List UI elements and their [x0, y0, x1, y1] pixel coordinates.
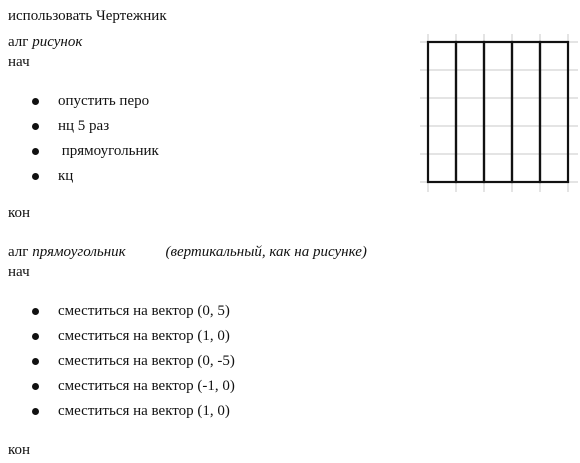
sub-alg-comment: (вертикальный, как на рисунке) — [165, 244, 367, 260]
main-alg-begin: нач — [8, 54, 30, 70]
sub-alg-steps — [30, 302, 235, 427]
main-alg-end: кон — [8, 205, 31, 221]
list-item: опустить перо — [30, 92, 159, 117]
sub-alg-end: кон — [8, 442, 31, 458]
rectangles — [428, 42, 568, 182]
drawing-figure — [412, 30, 580, 195]
rectangle-3 — [484, 42, 512, 182]
alg-keyword: алг — [8, 34, 29, 50]
main-alg-steps — [30, 92, 159, 192]
list-item: нц 5 раз — [30, 117, 159, 142]
list-item: кц — [30, 167, 159, 192]
sub-alg-begin: нач — [8, 264, 30, 280]
sub-alg-name: прямоугольник — [32, 244, 126, 260]
main-alg-header — [8, 33, 82, 51]
list-item: прямоугольник — [30, 142, 159, 167]
alg-keyword: алг — [8, 244, 29, 260]
list-item: сместиться на вектор (-1, 0) — [30, 377, 235, 402]
list-item: сместиться на вектор (1, 0) — [30, 402, 235, 427]
use-statement: использовать Чертежник — [8, 8, 167, 24]
list-item: сместиться на вектор (0, 5) — [30, 302, 235, 327]
list-item: сместиться на вектор (0, -5) — [30, 352, 235, 377]
list-item: сместиться на вектор (1, 0) — [30, 327, 235, 352]
rectangle-4 — [512, 42, 540, 182]
main-alg-name: рисунок — [32, 34, 83, 50]
grid-lines — [420, 34, 578, 192]
rectangle-5 — [540, 42, 568, 182]
rectangle-2 — [456, 42, 484, 182]
rectangle-1 — [428, 42, 456, 182]
sub-alg-header — [8, 243, 367, 261]
